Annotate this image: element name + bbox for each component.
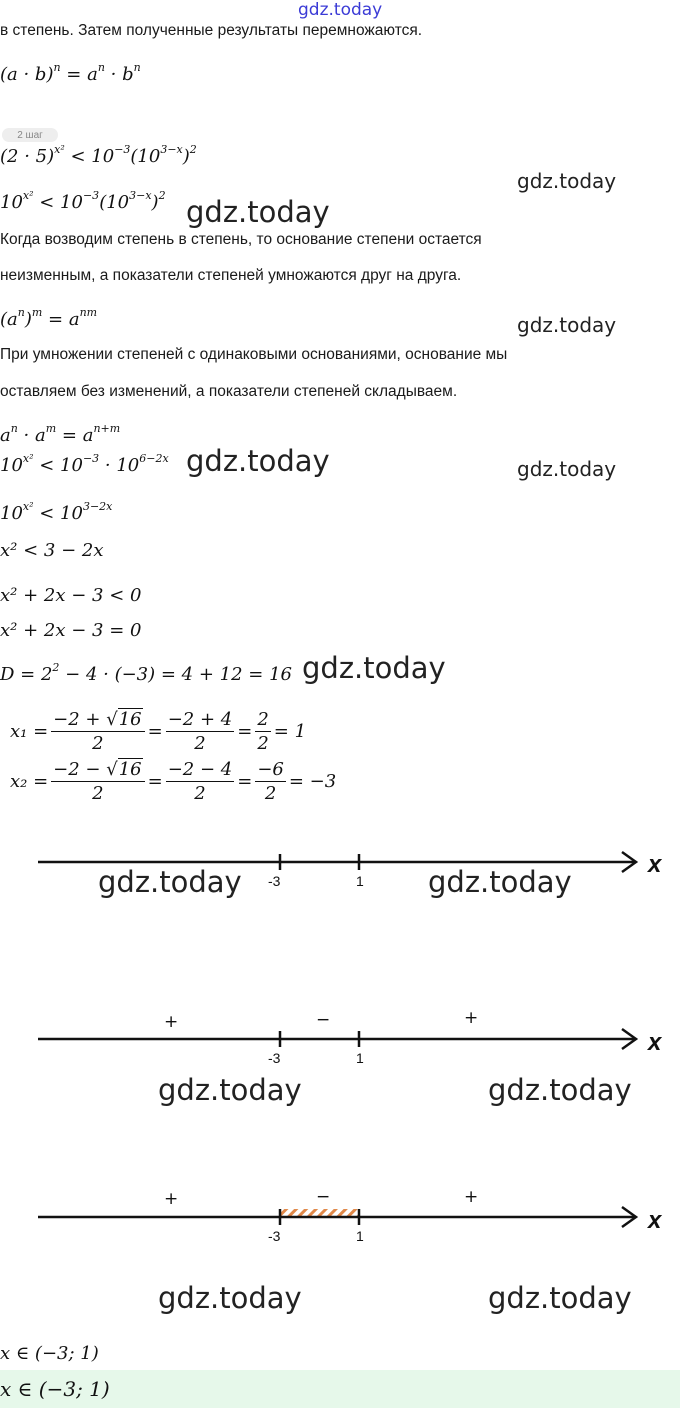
rule-power-of-power-line2: неизменным, а показатели степеней умножаются друг на друга. <box>0 267 462 284</box>
point-label-1: 1 <box>356 1050 364 1066</box>
intro-text: в степень. Затем полученные результаты перемножаются. <box>0 22 423 39</box>
point-label-minus3: -3 <box>268 873 281 889</box>
sign-right: + <box>464 1187 479 1207</box>
solution-interval-hatch <box>280 1209 359 1216</box>
number-line-2 <box>38 1008 663 1107</box>
final-answer: x ∈ (−3; 1) <box>0 1377 110 1401</box>
root-x1: x₁ = $\frac{-2 + √16}{2}$ = $\frac{-2 + 4}{2}$ = $\frac{2}{2}$ = 1 <box>10 708 307 754</box>
axis-label-x: x <box>648 1029 662 1056</box>
inequality-step-5: x² < 3 − 2x <box>0 540 104 561</box>
answer-interval: x ∈ (−3; 1) <box>0 1343 99 1364</box>
watermark: gdz.today <box>186 444 330 478</box>
watermark: gdz.today <box>488 1073 632 1107</box>
top-watermark: gdz.today <box>298 0 383 20</box>
number-line-1 <box>38 851 663 899</box>
watermark: gdz.today <box>158 1073 302 1107</box>
watermark: gdz.today <box>517 169 617 193</box>
sign-right: + <box>464 1008 479 1028</box>
inequality-step-2: $10^{x^2} < 10^{-3}(10^{3-x})^2$ <box>0 189 166 213</box>
rule-power-of-power-line1: Когда возводим степень в степень, то основание степени остается <box>0 231 482 248</box>
watermark: gdz.today <box>302 651 446 685</box>
axis-label-x: x <box>648 1207 662 1234</box>
step-badge: 2 шаг <box>2 128 58 142</box>
watermark: gdz.today <box>517 457 617 481</box>
rule-product-of-powers-line2: оставляем без изменений, а показатели степеней складываем. <box>0 383 458 400</box>
formula-power-of-product: $(a \cdot b)^n = a^n \cdot b^n$ <box>0 61 141 85</box>
inequality-step-6: x² + 2x − 3 < 0 <box>0 585 142 606</box>
sign-left: + <box>164 1012 179 1032</box>
number-line-3 <box>38 1187 663 1315</box>
point-label-1: 1 <box>356 873 364 889</box>
point-label-minus3: -3 <box>268 1228 281 1244</box>
number-lines <box>0 830 680 1330</box>
watermark: gdz.today <box>517 313 617 337</box>
sign-middle: − <box>316 1010 331 1030</box>
watermark: gdz.today <box>488 1281 632 1315</box>
watermark: gdz.today <box>186 195 330 229</box>
root-x2: x₂ = $\frac{-2 - √16}{2}$ = $\frac{-2 - 4}{2}$ = $\frac{-6}{2}$ = −3 <box>10 758 337 804</box>
watermark: gdz.today <box>158 1281 302 1315</box>
discriminant: $D = 2^2 - 4 \cdot (-3) = 4 + 12 = 16$ <box>0 661 292 685</box>
watermark: gdz.today <box>98 865 242 899</box>
point-label-1: 1 <box>356 1228 364 1244</box>
inequality-step-4: $10^{x^2} < 10^{3-2x}$ <box>0 500 113 524</box>
quadratic-equation: x² + 2x − 3 = 0 <box>0 620 142 641</box>
inequality-step-3: $10^{x^2} < 10^{-3} \cdot 10^{6-2x}$ <box>0 452 169 476</box>
watermark: gdz.today <box>428 865 572 899</box>
inequality-step-1: $(2 \cdot 5)^{x^2} < 10^{-3}(10^{3-x})^2$ <box>0 143 197 167</box>
sign-left: + <box>164 1189 179 1209</box>
formula-power-of-power: $(a^n)^m = a^{nm}$ <box>0 306 98 330</box>
point-label-minus3: -3 <box>268 1050 281 1066</box>
sign-middle: − <box>316 1187 331 1207</box>
formula-product-of-powers: $a^n \cdot a^m = a^{n+m}$ <box>0 422 121 446</box>
axis-label-x: x <box>648 851 662 878</box>
rule-product-of-powers-line1: При умножении степеней с одинаковыми основаниями, основание мы <box>0 346 508 363</box>
